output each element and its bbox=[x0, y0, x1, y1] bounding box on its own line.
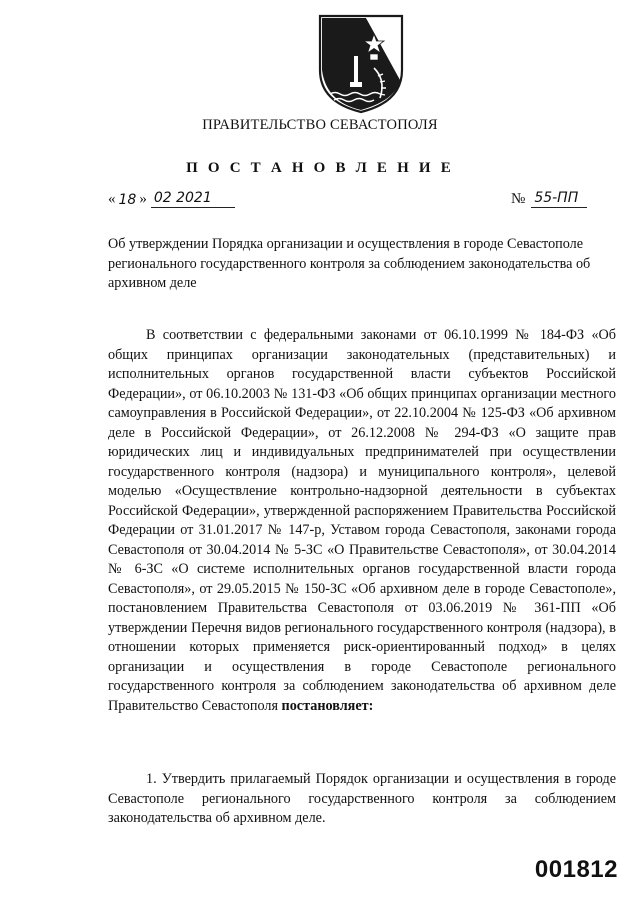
preamble-paragraph bbox=[108, 326, 616, 716]
organization-title: ПРАВИТЕЛЬСТВО СЕВАСТОПОЛЯ bbox=[202, 117, 438, 133]
document-date bbox=[108, 190, 235, 208]
document-heading: Об утверждении Порядка организации и осуществления в городе Севастополе регионального государственного контроля за соблюдением законодательства об архивном деле bbox=[108, 236, 591, 292]
date-month-year: 02 2021 bbox=[153, 190, 212, 206]
number-sign: № bbox=[511, 191, 526, 207]
date-open-quote: « bbox=[108, 191, 116, 207]
sevastopol-coat-of-arms-icon bbox=[316, 10, 406, 114]
preamble-text: В соответствии с федеральными законами от 06.10.1999 № 184-ФЗ «Об общих принципах организации законодательных (представительных) и исполнительных органов государственной власти субъектов Российской Федерации», от 06.10.2003 № 131-ФЗ «Об общих принципах организации местного самоуправления в Российской Федерации», от 22.10.2004 № 125-ФЗ «Об архивном деле в Российской Федерации», от 26.12.2008 № 294-ФЗ «О защите прав юридических лиц и индивидуальных предпринимателей при осуществлении государственного контроля (надзора) и муниципального контроля», целевой моделью «Осуществление контрольно-надзорной деятельности в субъектах Российской Федерации», утвержденной распоряжением Правительства Российской Федерации от 31.01.2017 № 147-р, Уставом города Севастополя, законами города Севастополя от 30.04.2014 № 5-ЗС «О Правительстве Севастополя», от 30.04.2014 № 6-ЗС «О системе исполнительных органов государственной власти города Севастополя», от 29.05.2015 № 150-ЗС «Об архивном деле в городе Севастополе», постановлением Правительства Севастополя от 03.06.2019 № 361-ПП «Об утверждении Перечня видов регионального государственного контроля (надзора), в отношении которых применяется риск-ориентированный подход» в целях организации и осуществления в городе Севастополе регионального государственного контроля за соблюдением законодательства об архивном деле Правительство Севастополя bbox=[108, 327, 616, 714]
item-1-paragraph: 1. Утвердить прилагаемый Порядок организации и осуществления в городе Севастополе регионального государственного контроля за соблюдением законодательства об архивном деле. bbox=[108, 771, 616, 826]
date-close-quote: » bbox=[139, 191, 147, 207]
resolves-word: постановляет: bbox=[281, 697, 374, 714]
date-month-year-field bbox=[151, 190, 235, 208]
number-field bbox=[531, 190, 587, 208]
document-type: П О С Т А Н О В Л Е Н И Е bbox=[186, 160, 454, 176]
serial-number: 001812 bbox=[534, 856, 618, 883]
number-value: 55-ПП bbox=[534, 190, 579, 206]
date-day: 18 bbox=[118, 192, 137, 208]
document-number bbox=[511, 190, 587, 208]
